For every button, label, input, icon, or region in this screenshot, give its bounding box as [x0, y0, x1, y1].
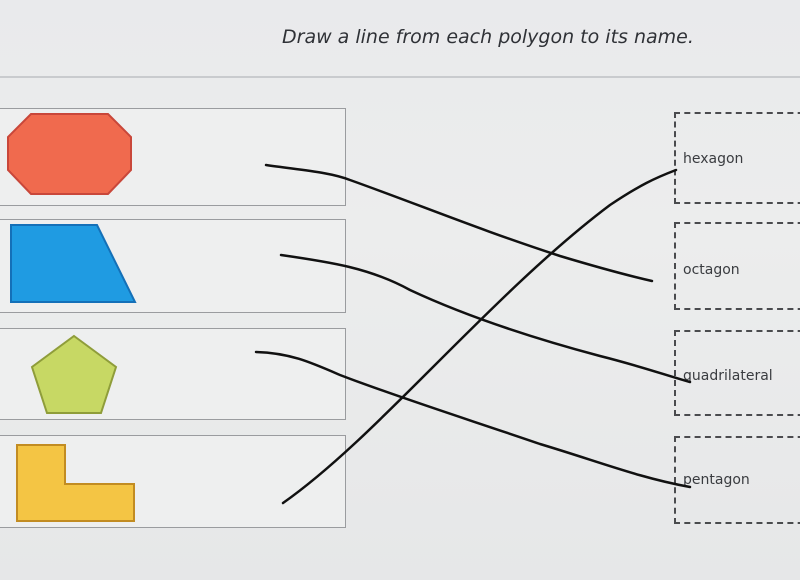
label-pentagon: pentagon: [683, 472, 750, 488]
label-quadrilateral: quadrilateral: [683, 368, 773, 384]
label-octagon: octagon: [683, 262, 740, 278]
drawn-line-pentagon-to-pentagon: [256, 352, 690, 487]
instruction-text: Draw a line from each polygon to its name.: [282, 26, 694, 48]
drawn-line-octagon-to-octagon: [266, 165, 652, 281]
label-hexagon: hexagon: [683, 151, 744, 167]
drawn-line-lshape-to-hexagon: [283, 170, 676, 503]
